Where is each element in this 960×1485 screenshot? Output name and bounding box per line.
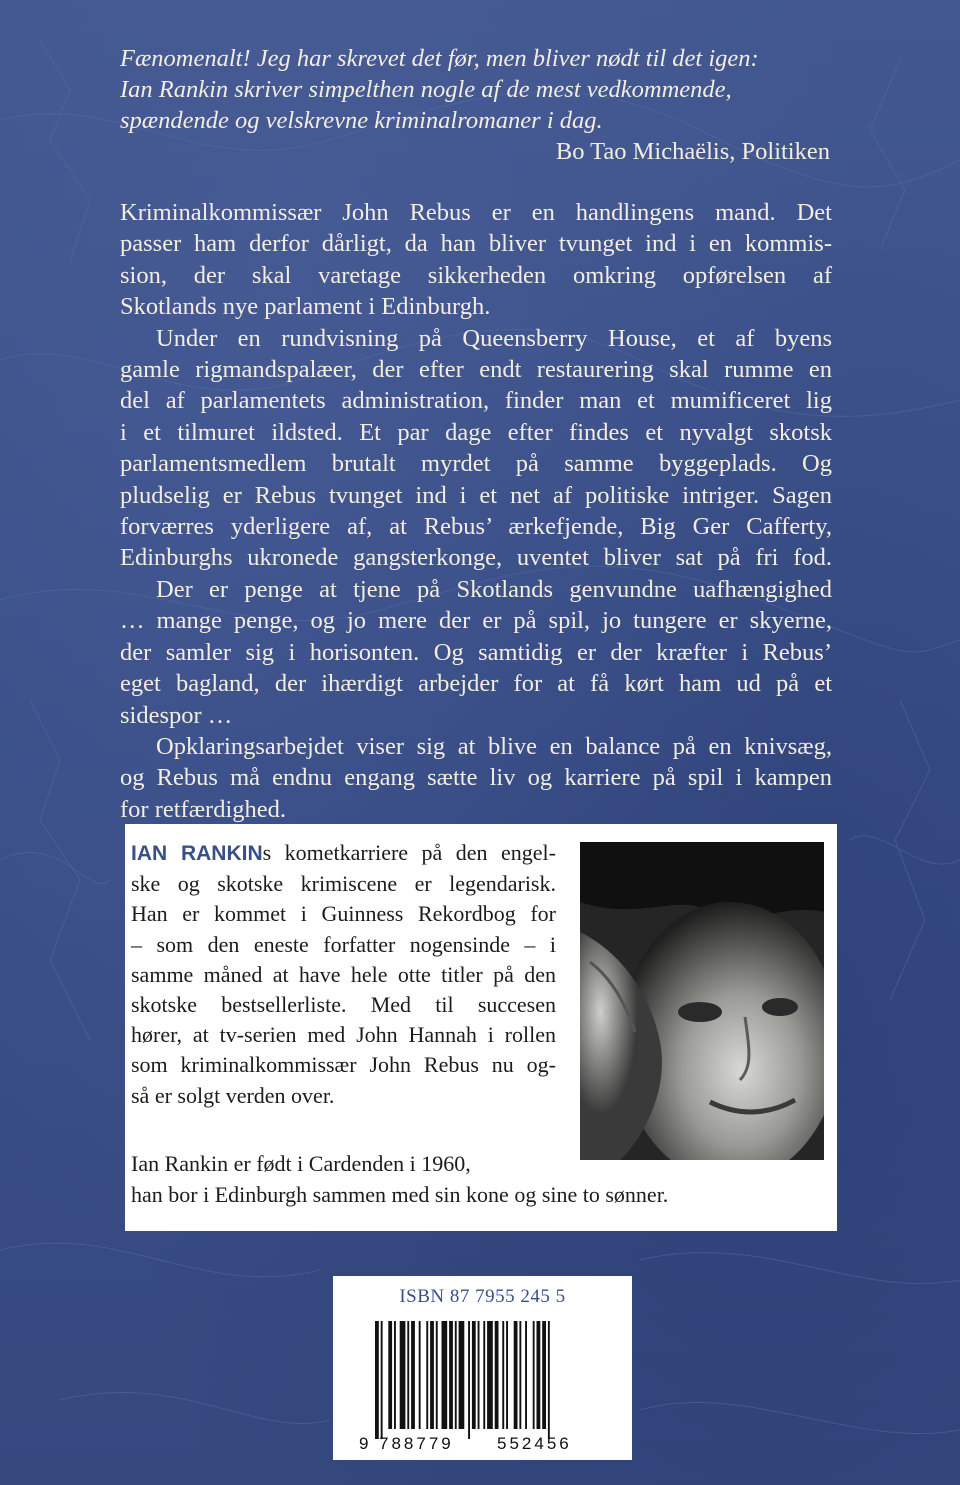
synopsis-line: forværres yderligere af, at Rebus’ ærkefjende, Big Ger Cafferty, [120, 513, 832, 541]
bio-line: samme måned at have hele otte titler på den [131, 961, 556, 987]
synopsis-line: gamle rigmandspalæer, der efter endt restaurering skal rumme en [120, 356, 832, 384]
author-name: IAN RANKIN [131, 842, 263, 865]
barcode-bar [506, 1321, 508, 1429]
barcode-bar [548, 1321, 550, 1439]
bio-line [131, 838, 556, 869]
barcode-bar [542, 1321, 546, 1429]
review-quote [120, 43, 830, 167]
bio-line: hører, at tv-serien med John Hannah i rollen [131, 1022, 556, 1048]
synopsis-line: og Rebus må endnu engang sætte liv og karriere på spil i kampen [120, 764, 832, 792]
barcode-bar [419, 1321, 421, 1429]
barcode-bar [502, 1321, 504, 1429]
synopsis-line: Kriminalkommissær John Rebus er en handlingens mand. Det [120, 199, 832, 226]
quote-line: spændende og velskrevne kriminalromaner i dag. [120, 107, 603, 134]
synopsis-line: eget bagland, der ihærdigt arbejder for at få kørt ham ud på et [120, 670, 832, 698]
barcode-bar [533, 1321, 535, 1429]
synopsis-line: Der er penge at tjene på Skotlands genvundne uafhængighed [156, 575, 832, 603]
barcode-bar [375, 1321, 379, 1439]
synopsis-line: passer ham derfor dårligt, da han bliver tvunget ind i en kommis- [120, 230, 832, 258]
barcode-bar [442, 1321, 448, 1429]
isbn-label: ISBN 87 7955 245 5 [399, 1286, 566, 1307]
bio-line: så er solgt verden over. [131, 1082, 335, 1108]
bio-footer-line: han bor i Edinburgh sammen med sin kone og sine to sønner. [131, 1182, 669, 1207]
barcode-bar [478, 1321, 480, 1429]
barcode-bar [495, 1321, 499, 1429]
author-photo [580, 842, 824, 1160]
synopsis-line: sion, der skal varetage sikkerheden omkring opførelsen af [120, 261, 832, 289]
synopsis-line: Skotlands nye parlament i Edinburgh. [120, 293, 491, 321]
barcode-bar [519, 1321, 521, 1429]
author-bio-text [131, 838, 556, 1111]
synopsis-line: pludselig er Rebus tvunget ind i et net af politiske intriger. Sagen [120, 481, 832, 509]
bio-footer-line: Ian Rankin er født i Cardenden i 1960, [131, 1151, 471, 1176]
barcode-digit-first: 9 [359, 1434, 369, 1453]
barcode-bar [483, 1321, 485, 1429]
synopsis-line: der samler sig i horisonten. Og samtidig er der kræfter i Rebus’ [120, 638, 832, 666]
barcode-bar [394, 1321, 396, 1429]
bio-line: som kriminalkommissær John Rebus nu og- [131, 1052, 556, 1078]
barcode-bar [430, 1321, 434, 1429]
bio-line: – som den eneste forfatter nogensinde – i [131, 931, 556, 957]
barcode-bar [487, 1321, 493, 1429]
barcode-bar [407, 1321, 409, 1429]
barcode-bar [388, 1321, 392, 1429]
bio-line: Han er kommet i Guinness Rekordbog for [131, 901, 556, 927]
barcode-bar [436, 1321, 438, 1429]
bio-line: skotske bestsellerliste. Med til succesen [131, 992, 556, 1018]
barcode-digits-right: 552456 [497, 1434, 572, 1453]
bio-line: ske og skotske krimiscene er legendarisk. [131, 871, 556, 897]
barcode-bar [400, 1321, 406, 1429]
quote-attribution: Bo Tao Michaëlis, Politiken [555, 138, 830, 165]
quote-line: Fænomenalt! Jeg har skrevet det før, men bliver nødt til det igen: [120, 45, 759, 72]
synopsis-line: … mange penge, og jo mere der er på spil, jo tungere er skyerne, [120, 607, 832, 635]
synopsis-line: del af parlamentets administration, finder man et mumificeret lig [120, 387, 832, 415]
synopsis-line: i et tilmuret ildsted. Et par dage efter findes et nyvalgt skotsk [120, 418, 832, 446]
author-bio-footer [131, 1148, 831, 1210]
barcode [351, 1321, 617, 1453]
barcode-bar [381, 1321, 383, 1439]
barcode-bar [455, 1321, 457, 1429]
barcode-bar [468, 1321, 470, 1439]
barcode-bar [449, 1321, 453, 1429]
barcode-bar [472, 1321, 476, 1429]
synopsis [120, 197, 832, 825]
barcode-bar [537, 1321, 541, 1429]
synopsis-line: Opklaringsarbejdet viser sig at blive en balance på en knivsæg, [156, 732, 832, 760]
barcode-bar [514, 1321, 518, 1429]
bio-line-rest: s kometkarriere på den engel- [262, 840, 556, 865]
barcode-bar [525, 1321, 527, 1429]
barcode-bar [426, 1321, 428, 1429]
synopsis-line: for retfærdighed. [120, 795, 286, 823]
synopsis-line: sidespor … [120, 701, 233, 729]
synopsis-line: Edinburghs ukronede gangsterkonge, uventet bliver sat på fri fod. [120, 544, 832, 572]
quote-line: Ian Rankin skriver simpelthen nogle af de mest vedkommende, [120, 76, 732, 103]
isbn-barcode-box [333, 1276, 632, 1460]
barcode-digits-left: 788779 [379, 1434, 454, 1453]
author-bio-panel [125, 824, 837, 1231]
synopsis-line: parlamentsmedlem brutalt myrdet på samme byggeplads. Og [120, 450, 832, 478]
synopsis-line: Under en rundvisning på Queensberry House, et af byens [156, 324, 832, 352]
barcode-bar [459, 1321, 465, 1429]
barcode-bar [411, 1321, 415, 1429]
